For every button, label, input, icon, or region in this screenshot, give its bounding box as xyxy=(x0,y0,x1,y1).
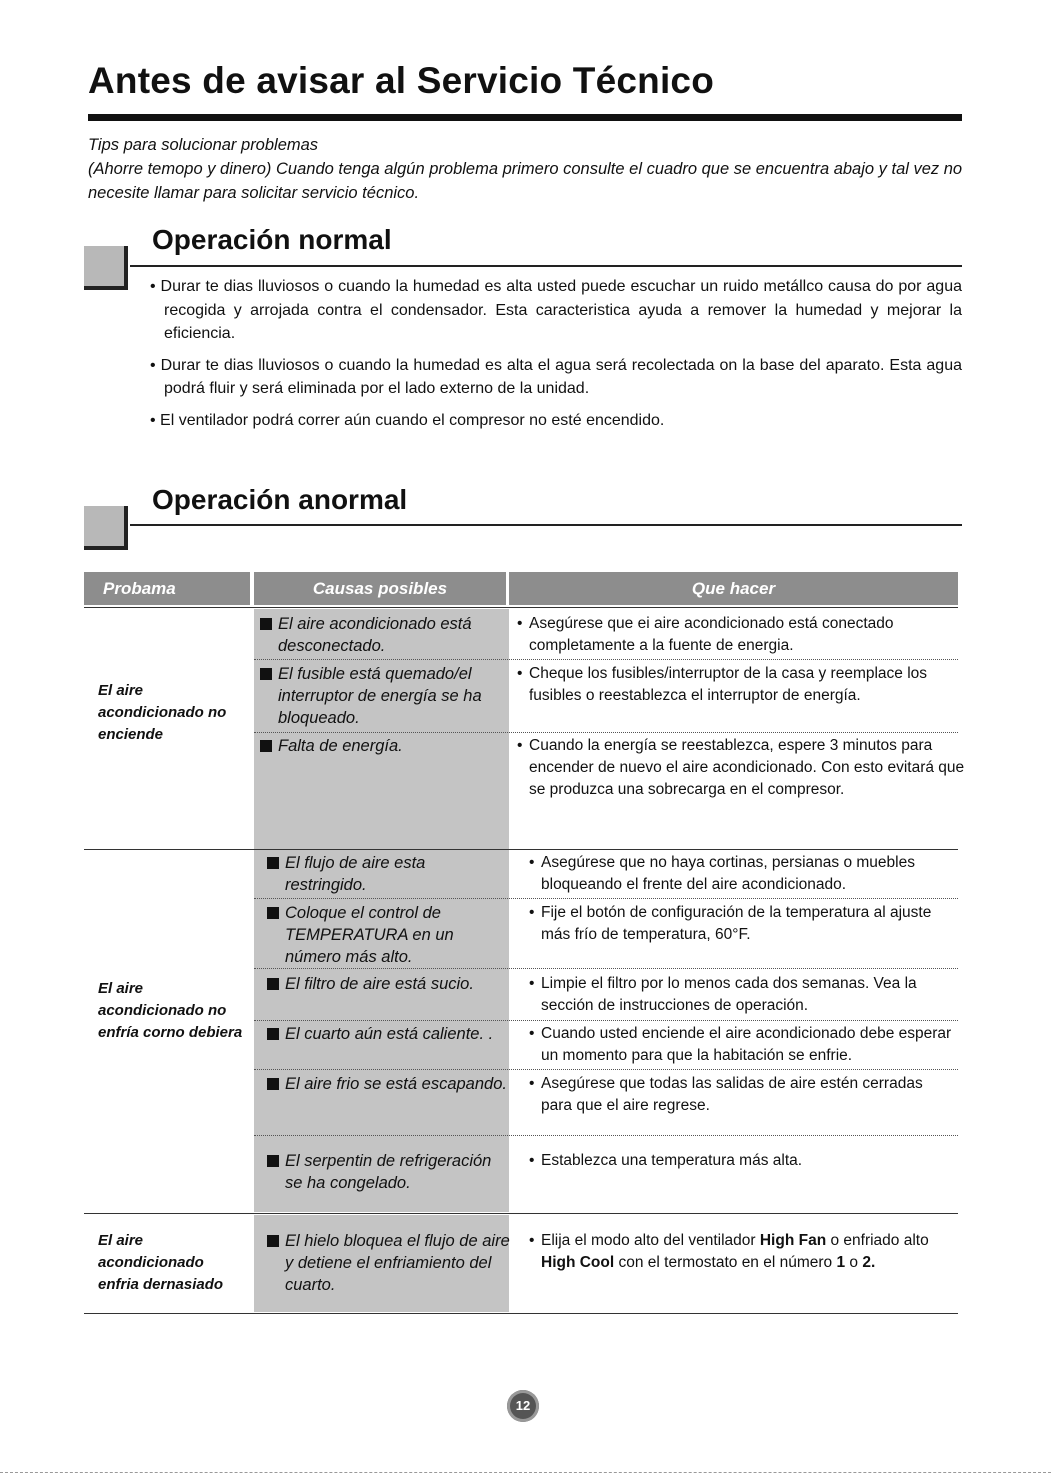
section-title-normal: Operación normal xyxy=(152,224,392,255)
row-separator xyxy=(84,1313,958,1314)
cause-item: El hielo bloquea el flujo de aire y detiene el enfriamiento del cuarto. xyxy=(265,1230,511,1296)
troubleshooting-table xyxy=(84,572,965,1294)
square-bullet-icon xyxy=(267,1235,279,1247)
square-bullet-icon xyxy=(260,668,272,680)
cause-item: El filtro de aire está sucio. xyxy=(265,973,511,995)
cause-item: El aire frio se está escapando. xyxy=(265,1073,511,1095)
title-rule xyxy=(88,114,962,121)
page-number-badge: 12 xyxy=(507,1390,539,1422)
square-bullet-icon xyxy=(267,1028,279,1040)
intro-line-2: (Ahorre temopo y dinero) Cuando tenga algún problema primero consulte el cuadro que se encuentra abajo y tal vez no necesite llamar para solicitar servicio técnico. xyxy=(88,160,963,202)
normal-bullet: • El ventilador podrá correr aún cuando el compresor no esté encendido. xyxy=(150,411,665,429)
action-item: • Elija el modo alto del ventilador High Fan o enfriado alto High Cool con el termostato en el número 1 o 2. xyxy=(529,1232,929,1271)
cause-item: El cuarto aún está caliente. . xyxy=(265,1023,511,1045)
page-title: Antes de avisar al Servicio Técnico xyxy=(88,60,715,101)
problem-text: El aire acondicionado enfria dernasiado xyxy=(98,1232,224,1293)
cause-item: Falta de energía. xyxy=(258,735,508,757)
square-bullet-icon xyxy=(267,978,279,990)
header-problem: Probama xyxy=(84,572,250,605)
dotted-divider xyxy=(254,732,958,733)
normal-bullet: • Durar te dias lluviosos o cuando la humedad es alta usted puede escuchar un ruido metállco causa do por agua recogida y arrojada contra el condensador. Esta caracteristica ayuda a remover la humedad y mejorar la eficiencia. xyxy=(150,278,962,342)
dotted-divider xyxy=(254,898,958,899)
cause-item: El flujo de aire esta restringido. xyxy=(265,852,511,896)
square-bullet-icon xyxy=(267,1078,279,1090)
section-rule-abnormal xyxy=(130,524,962,526)
square-bullet-icon xyxy=(260,740,272,752)
dotted-divider xyxy=(254,1069,958,1070)
normal-bullets xyxy=(150,275,962,440)
square-bullet-icon xyxy=(267,857,279,869)
cause-item: El aire acondicionado está desconectado. xyxy=(258,613,508,657)
intro-line-1: Tips para solucionar problemas xyxy=(88,136,319,154)
dotted-divider xyxy=(254,968,958,969)
dotted-divider xyxy=(254,659,958,660)
action-item: • Establezca una temperatura más alta. xyxy=(529,1152,803,1169)
action-item: • Fije el botón de configuración de la temperatura al ajuste más frío de temperatura, 60°F. xyxy=(529,904,932,943)
action-item: • Limpie el filtro por lo menos cada dos semanas. Vea la sección de instrucciones de operación. xyxy=(529,975,917,1014)
row-separator xyxy=(84,849,958,850)
header-actions: Que hacer xyxy=(509,572,958,605)
row-separator xyxy=(84,1213,958,1214)
action-item: • Cuando la energía se reestablezca, espere 3 minutos para encender de nuevo el aire acondicionado. Con esto evitará que se produzca una sobrecarga en el compresor. xyxy=(517,737,965,798)
dotted-divider xyxy=(254,1135,958,1136)
problem-text: El aire acondicionado no enfría corno debiera xyxy=(98,980,243,1041)
action-item: • Asegúrese que todas las salidas de aire estén cerradas para que el aire regrese. xyxy=(529,1075,923,1114)
action-item: • Cheque los fusibles/interruptor de la casa y reemplace los fusibles o reestablezca el interruptor de energía. xyxy=(517,665,928,704)
problem-text: El aire acondicionado no enciende xyxy=(98,682,227,743)
page-bottom-line xyxy=(0,1472,1051,1473)
cause-item: Coloque el control de TEMPERATURA en un número más alto. xyxy=(265,902,511,968)
cause-item: El serpentin de refrigeración se ha congelado. xyxy=(265,1150,511,1194)
square-bullet-icon xyxy=(267,1155,279,1167)
table-header xyxy=(84,572,958,605)
section-marker-abnormal xyxy=(84,506,128,550)
square-bullet-icon xyxy=(260,618,272,630)
cause-item: El fusible está quemado/el interruptor de energía se ha bloqueado. xyxy=(258,663,508,729)
square-bullet-icon xyxy=(267,907,279,919)
normal-bullet: • Durar te dias lluviosos o cuando la humedad es alta el agua será recolectada on la base del aparato. Esta agua podrá fluir y será eliminada por el lado externo de la unidad. xyxy=(150,356,962,397)
section-rule-normal xyxy=(130,265,962,267)
header-causes: Causas posibles xyxy=(254,572,506,605)
section-marker-normal xyxy=(84,246,128,290)
action-item: • Asegúrese que no haya cortinas, persianas o muebles bloqueando el frente del aire acondicionado. xyxy=(529,854,915,893)
intro xyxy=(88,133,963,205)
action-item: • Cuando usted enciende el aire acondicionado debe esperar un momento para que la habitación se enfrie. xyxy=(529,1025,952,1064)
section-title-abnormal: Operación anormal xyxy=(152,484,408,515)
dotted-divider xyxy=(254,1020,958,1021)
action-item: • Asegúrese que ei aire acondicionado está conectado completamente a la fuente de energia. xyxy=(517,615,894,654)
row-separator xyxy=(84,607,958,608)
